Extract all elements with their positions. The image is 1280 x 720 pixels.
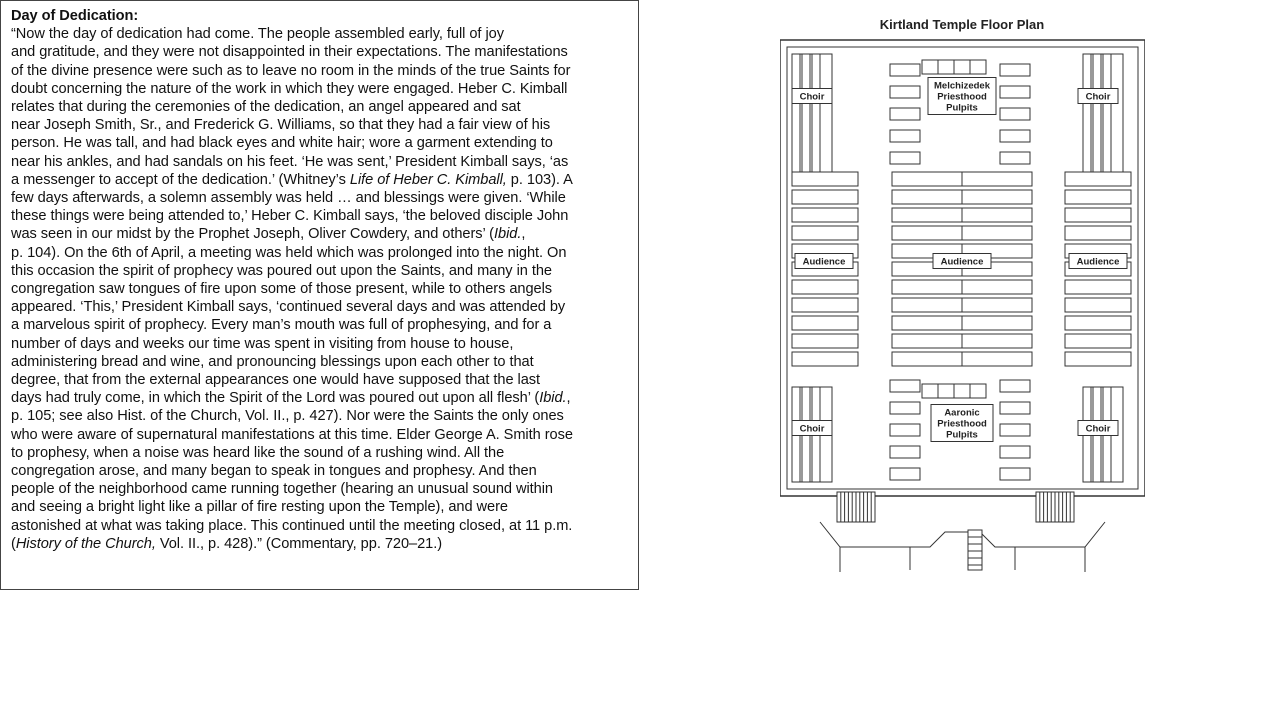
- pulpit-side-pew: [1000, 380, 1030, 392]
- text-segment: congregation saw tongues of fire upon some of those present, while to others angels: [11, 281, 553, 298]
- text-line: [11, 134, 628, 152]
- audience-bench: [892, 352, 962, 366]
- aaronic-pulpits-label: Aaronic: [944, 407, 980, 419]
- text-line: [11, 426, 628, 444]
- text-line: [11, 189, 628, 207]
- dedication-text-panel: [0, 0, 639, 590]
- pulpit-side-pew: [1000, 402, 1030, 414]
- audience-bench: [892, 280, 962, 294]
- citation-title: Life of Heber C. Kimball,: [349, 171, 507, 188]
- pulpit-side-pew: [890, 86, 920, 98]
- text-segment: doubt concerning the nature of the work in which they were engaged. Heber C. Kimball: [11, 80, 568, 97]
- text-line: [11, 116, 628, 134]
- text-line: [11, 353, 628, 371]
- text-line: [11, 407, 628, 425]
- text-segment: ,: [566, 390, 571, 407]
- audience-bench: [1065, 172, 1131, 186]
- pulpit-side-pew: [1000, 424, 1030, 436]
- audience-bench: [792, 280, 858, 294]
- text-line: [11, 25, 628, 43]
- text-line: [11, 480, 628, 498]
- audience-bench: [792, 316, 858, 330]
- pulpit-seat: [970, 60, 986, 74]
- aaronic-pulpits-label: Priesthood: [937, 418, 987, 430]
- text-segment: person. He was tall, and had black eyes and white hair; wore a garment extending to: [11, 135, 553, 152]
- text-line: [11, 62, 628, 80]
- text-line: [11, 498, 628, 516]
- text-line: [11, 207, 628, 225]
- citation-title: History of the Church,: [15, 535, 156, 552]
- text-line: [11, 517, 628, 535]
- audience-bench: [962, 298, 1032, 312]
- pulpit-side-pew: [890, 424, 920, 436]
- text-segment: p. 105; see also Hist. of the Church, Vol. II., p. 427). Nor were the Saints the only ones: [11, 408, 564, 425]
- choir-pew: [1103, 54, 1111, 184]
- text-segment: p. 104). On the 6th of April, a meeting was held which was prolonged into the night. On: [11, 244, 567, 261]
- text-segment: these things were being attended to,’ Heber C. Kimball says, ‘the beloved disciple John: [11, 208, 569, 225]
- text-line: [11, 171, 628, 189]
- audience-bench: [1065, 316, 1131, 330]
- audience-bench: [1065, 334, 1131, 348]
- text-segment: few days afterwards, a solemn assembly was held … and blessings were given. ‘While: [11, 190, 566, 207]
- audience-label: Audience: [802, 256, 846, 268]
- audience-bench: [792, 226, 858, 240]
- text-segment: administering bread and wine, and pronouncing blessings upon each other to that: [11, 353, 534, 370]
- text-segment: was seen in our midst by the Prophet Joseph, Oliver Cowdery, and others’ (: [11, 226, 494, 243]
- front-steps: [968, 530, 982, 570]
- text-segment: degree, that from the external appearances one would have supposed that the last: [11, 372, 541, 389]
- pulpit-side-pew: [890, 446, 920, 458]
- text-line: [11, 535, 628, 553]
- text-segment: p. 103). A: [506, 171, 573, 188]
- pulpit-seat: [922, 384, 938, 398]
- melchizedek-pulpits-label: Pulpits: [946, 102, 978, 114]
- pulpit-side-pew: [1000, 64, 1030, 76]
- audience-bench: [962, 208, 1032, 222]
- text-line: [11, 462, 628, 480]
- pulpit-side-pew: [890, 108, 920, 120]
- text-segment: near Joseph Smith, Sr., and Frederick G. Williams, so that they had a fair view of his: [11, 117, 551, 134]
- text-line: [11, 298, 628, 316]
- text-segment: a messenger to accept of the dedication.’ (Whitney’s: [11, 171, 350, 188]
- pulpit-side-pew: [890, 152, 920, 164]
- text-line: [11, 371, 628, 389]
- pulpit-side-pew: [1000, 446, 1030, 458]
- audience-bench: [792, 190, 858, 204]
- text-line: [11, 262, 628, 280]
- citation-title: Ibid.: [494, 226, 522, 243]
- text-segment: congregation arose, and many began to speak in tongues and prophesy. And then: [11, 463, 537, 480]
- text-segment: relates that during the ceremonies of the dedication, an angel appeared and sat: [11, 99, 521, 116]
- text-line: [11, 98, 628, 116]
- text-segment: number of days and weeks our time was spent in visiting from house to house,: [11, 335, 514, 352]
- text-segment: and seeing a bright light like a pillar of fire resting upon the Temple), and were: [11, 499, 508, 516]
- floor-plan-drawing: [780, 40, 1145, 572]
- text-line: [11, 444, 628, 462]
- audience-bench: [962, 280, 1032, 294]
- text-segment: of the divine presence were such as to leave no room in the minds of the true Saints for: [11, 62, 571, 79]
- pulpit-seat: [922, 60, 938, 74]
- dedication-quote: [11, 25, 628, 553]
- text-segment: appeared. ‘This,’ President Kimball says, ‘continued several days and was attended by: [11, 299, 566, 316]
- pulpit-side-pew: [1000, 86, 1030, 98]
- pulpit-seat: [938, 60, 954, 74]
- choir-pew: [1093, 54, 1101, 184]
- audience-bench: [962, 172, 1032, 186]
- audience-bench: [962, 352, 1032, 366]
- text-line: [11, 280, 628, 298]
- audience-bench: [892, 226, 962, 240]
- pulpit-seat: [970, 384, 986, 398]
- audience-bench: [792, 334, 858, 348]
- audience-bench: [1065, 280, 1131, 294]
- audience-bench: [792, 298, 858, 312]
- audience-bench: [892, 298, 962, 312]
- kirtland-temple-floor-plan: [780, 12, 1145, 572]
- text-line: [11, 80, 628, 98]
- choir-label: Choir: [1085, 91, 1111, 103]
- audience-bench: [962, 190, 1032, 204]
- audience-bench: [792, 172, 858, 186]
- text-segment: who were aware of supernatural manifestations at this time. Elder George A. Smith rose: [11, 426, 573, 443]
- pulpit-side-pew: [1000, 152, 1030, 164]
- text-line: [11, 244, 628, 262]
- text-segment: ,: [521, 226, 526, 243]
- pulpit-side-pew: [890, 468, 920, 480]
- audience-bench: [892, 172, 962, 186]
- text-segment: Vol. II., p. 428).” (Commentary, pp. 720–21.): [155, 535, 443, 552]
- melchizedek-pulpits-label: Priesthood: [937, 91, 987, 103]
- choir-label: Choir: [799, 423, 825, 435]
- choir-pew: [1083, 54, 1091, 184]
- audience-bench: [962, 334, 1032, 348]
- text-line: [11, 316, 628, 334]
- audience-bench: [892, 334, 962, 348]
- choir-pew: [812, 54, 820, 184]
- choir-label: Choir: [1085, 423, 1111, 435]
- choir-pew: [792, 54, 800, 184]
- pulpit-side-pew: [1000, 130, 1030, 142]
- text-segment: a marvelous spirit of prophecy. Every man’s mouth was full of prophesying, and for a: [11, 317, 552, 334]
- text-line: [11, 335, 628, 353]
- text-segment: astonished at what was taking place. This continued until the meeting closed, at 11 p.m.: [11, 517, 573, 534]
- text-line: [11, 389, 628, 407]
- audience-bench: [1065, 226, 1131, 240]
- text-segment: “Now the day of dedication had come. The people assembled early, full of joy: [11, 26, 504, 43]
- pulpit-side-pew: [890, 380, 920, 392]
- choir-label: Choir: [799, 91, 825, 103]
- text-segment: this occasion the spirit of prophecy was poured out upon the Saints, and many in the: [11, 262, 552, 279]
- text-segment: to prophesy, when a noise was heard like the sound of a rushing wind. All the: [11, 444, 505, 461]
- pulpit-side-pew: [890, 402, 920, 414]
- text-segment: days had truly come, in which the Spirit of the Lord was poured out upon all flesh’ (: [11, 390, 540, 407]
- text-line: [11, 225, 628, 243]
- entrance-wall: [820, 522, 1105, 547]
- dedication-heading: Day of Dedication:: [11, 8, 139, 24]
- text-segment: (: [11, 535, 16, 552]
- pulpit-seat: [954, 384, 970, 398]
- text-segment: and gratitude, and they were not disappointed in their expectations. The manifestations: [11, 44, 568, 61]
- floor-plan-title: Kirtland Temple Floor Plan: [879, 17, 1045, 32]
- audience-bench: [962, 316, 1032, 330]
- audience-bench: [1065, 190, 1131, 204]
- audience-bench: [892, 208, 962, 222]
- choir-pew: [802, 54, 810, 184]
- audience-bench: [1065, 208, 1131, 222]
- audience-label: Audience: [1076, 256, 1120, 268]
- pulpit-seat: [938, 384, 954, 398]
- audience-bench: [892, 316, 962, 330]
- melchizedek-pulpits-label: Melchizedek: [934, 80, 990, 92]
- aaronic-pulpits-label: Pulpits: [946, 429, 978, 441]
- audience-label: Audience: [940, 256, 984, 268]
- audience-bench: [792, 208, 858, 222]
- pulpit-side-pew: [890, 130, 920, 142]
- audience-bench: [962, 226, 1032, 240]
- audience-bench: [1065, 298, 1131, 312]
- pulpit-side-pew: [890, 64, 920, 76]
- citation-title: Ibid.: [539, 390, 567, 407]
- audience-bench: [892, 190, 962, 204]
- text-segment: near his ankles, and had sandals on his feet. ‘He was sent,’ President Kimball says, ‘as: [11, 153, 569, 170]
- pulpit-side-pew: [1000, 108, 1030, 120]
- text-line: [11, 153, 628, 171]
- pulpit-seat: [954, 60, 970, 74]
- audience-bench: [792, 352, 858, 366]
- text-line: [11, 43, 628, 61]
- pulpit-side-pew: [1000, 468, 1030, 480]
- audience-bench: [1065, 352, 1131, 366]
- text-segment: people of the neighborhood came running together (hearing an unusual sound within: [11, 481, 553, 498]
